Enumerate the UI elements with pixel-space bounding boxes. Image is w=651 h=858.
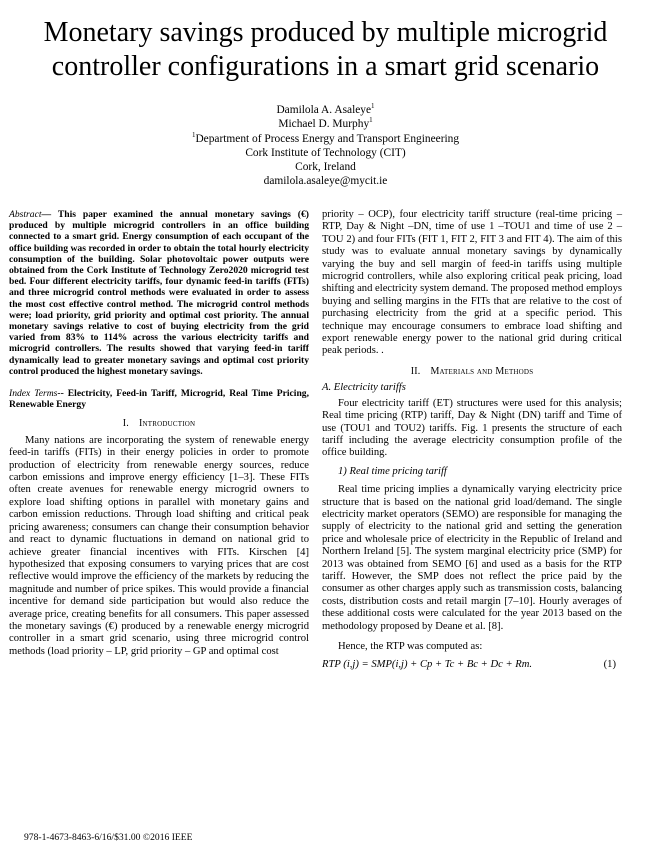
abstract-text: — This paper examined the annual monetary savings (€) produced by multiple microgrid controllers in an office building connected to a smart grid. Energy consumption of each occupant of the office building was recorded in order to obtain the total hourly electricity consumption of the building. Solar photovoltaic power outputs were obtained from the Cork Institute of Technology Zero2020 microgrid test bed. Four different electricity tariffs, four dynamic feed-in tariffs (FITs) and three microgrid control methods were evaluated in order to assess the most cost effective control method. The microgrid control methods were; load priority, grid priority and optimal cost priority. The annual monetary savings relative to cost of buying electricity from the grid varied from 83% to 114% across the various electricity tariffs and microgrid controllers. The results showed that varying feed-in tariff dynamically lead to greater monetary savings and optimal cost priority control produced the highest monetary savings. bbox=[9, 209, 309, 377]
abstract bbox=[9, 209, 309, 377]
hence-paragraph: Hence, the RTP was computed as: bbox=[338, 641, 483, 652]
section-heading-materials: II. Materials and Methods bbox=[410, 365, 534, 377]
equation-1 bbox=[322, 659, 622, 671]
equation-number: (1) bbox=[603, 659, 616, 671]
index-terms-text: -- Electricity, Feed-in Tariff, Microgrid, Real Time Pricing, Renewable Energy bbox=[9, 388, 310, 411]
title-line-1: Monetary savings produced by multiple microgrid bbox=[43, 17, 608, 48]
subsection-electricity-tariffs: A. Electricity tariffs bbox=[322, 382, 406, 394]
right-column bbox=[322, 209, 622, 672]
author-1: Damilola A. Asaleye$^1$ bbox=[276, 102, 375, 116]
abstract-label: Abstract bbox=[9, 209, 42, 220]
section-heading-introduction: I. Introduction bbox=[122, 418, 196, 430]
author-block bbox=[0, 103, 651, 189]
title-line-2: controller configurations in a smart grid scenario bbox=[51, 51, 600, 82]
city: Cork, Ireland bbox=[295, 161, 356, 174]
institute: Cork Institute of Technology (CIT) bbox=[245, 146, 406, 159]
index-terms-label: Index Terms bbox=[9, 388, 58, 400]
subsubsection-rtp: 1) Real time pricing tariff bbox=[338, 465, 447, 477]
index-terms bbox=[9, 388, 309, 410]
introduction-paragraph: Many nations are incorporating the system of renewable energy feed-in tariffs (FITs) in their energy policies in order to promote production of electricity from renewable energy sources, reduce carbon emissions and improve energy efficiency [1–3]. These FITs often create avenues for renewable energy microgrid owners to explore load shifting options in parallel with monetary gains and carbon emission reductions. Through load shifting and critical peak pricing awareness; consumers can change their consumption behavior and react to dynamic fluctuations in demand on national grid to achieve greater financial incentives with FITs. Kirschen [4] hypothesized that exposing consumers to varying prices that are cost reflective would improve the efficiency of the markets by reducing the magnitude and number of price spikes. This would provide a financial incentive for demand side participation but would also reduce the average price, creating benefits for all consumers. This paper assessed the monetary savings (€) produced by a renewable energy microgrid controller in a smart grid scenario, using three microgrid control methods (load priority – LP, grid priority – GP and optimal cost bbox=[9, 434, 309, 657]
rtp-paragraph: Real time pricing implies a dynamically varying electricity price structure that is based on the national grid load/demand. The single electricity market operators (SEMO) are responsible for managing the supply of electricity to the national grid and setting the generation price and wholesale price of electricity in the Republic of Ireland and Northern Ireland [5]. The system marginal electricity price (SMP) for 2013 was obtained from SEMO [6] and used as a basis for the RTP tariff. However, the SMP does not reflect the price paid by the consumer as other charges apply such as transmission costs, balancing costs, distribution costs and retail margin [7–10]. Hourly averages of these additional costs were calculated for the year 2013 based on the methodology proposed by Deane et al. [8]. bbox=[322, 484, 622, 632]
email-link[interactable]: damilola.asaleye@mycit.ie bbox=[263, 175, 388, 188]
introduction-continued: priority – OCP), four electricity tariff structure (real-time pricing – RTP, Day & Night –DN, time of use 1 –TOU1 and time of use 2 –TOU 2) and four FITs (FIT 1, FIT 2, FIT 3 and FIT 4). The aim of this study was to evaluate annual monetary savings by dynamically varying the buy and sell margin of feed-in tariffs using multiple microgrid controllers, while also exploring critical peak pricing, load shifting and electricity system demand. The proposed method employs buying and selling margins in the FITs that are relative to the cost of purchasing electricity from the grid at a specific period. This technique may encourage consumers to embrace load shifting and export renewable energy power to the national grid during critical peak periods. . bbox=[322, 209, 622, 357]
paper-title bbox=[0, 16, 651, 84]
tariffs-paragraph: Four electricity tariff (ET) structures were used for this analysis; Real time pricing (RTP) tariff, Day & Night (DN) tariff and Time of use (TOU1 and TOU2) tariffs. Fig. 1 presents the structure of each tariff including the average electricity consumption profile of the office building. bbox=[322, 397, 622, 459]
equation-body: RTP (i,j) = SMP(i,j) + Cp + Tc + Bc + Dc + Rm. bbox=[322, 659, 533, 671]
author-2: Michael D. Murphy$^1$ bbox=[278, 116, 373, 131]
copyright-footer: 978-1-4673-8463-6/16/$31.00 ©2016 IEEE bbox=[24, 832, 193, 843]
left-column bbox=[9, 209, 309, 658]
affiliation: $^1$Department of Process Energy and Transport Engineering bbox=[191, 130, 460, 145]
